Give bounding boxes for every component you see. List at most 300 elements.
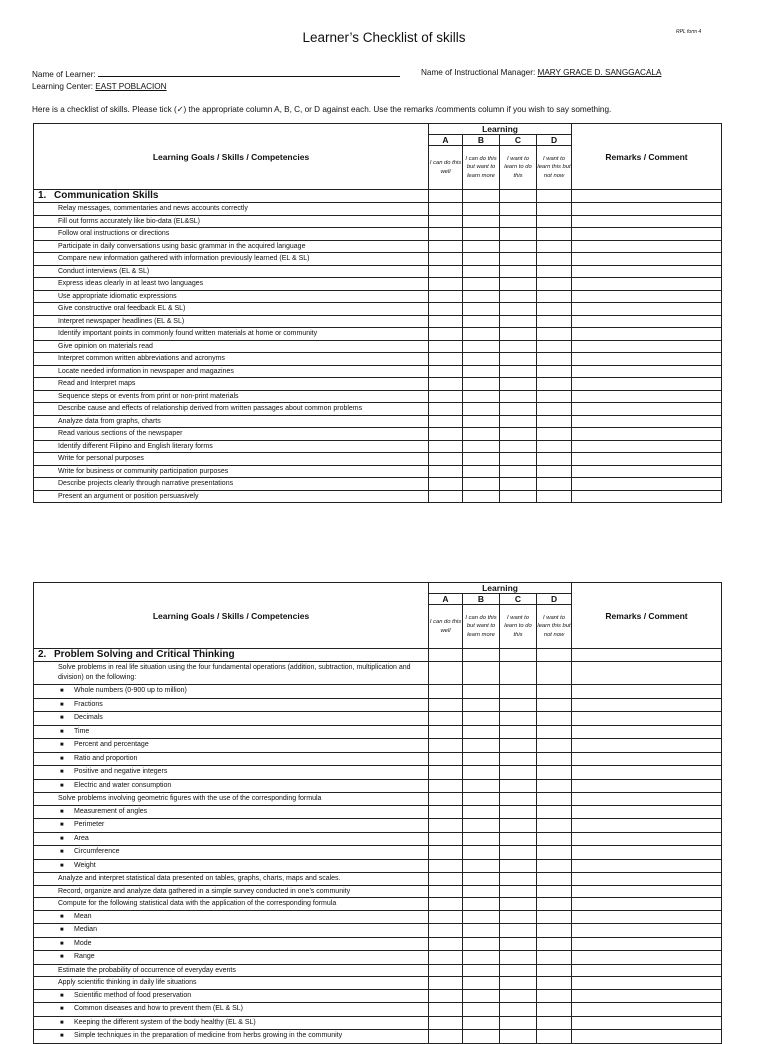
tick-cell-b[interactable] [463,739,500,753]
tick-cell-c[interactable] [500,712,537,726]
remarks-cell[interactable] [572,873,722,886]
tick-cell-a[interactable] [429,885,463,898]
tick-cell-d[interactable] [537,353,572,366]
tick-cell-d[interactable] [537,910,572,924]
tick-cell-c[interactable] [500,490,537,503]
tick-cell-b[interactable] [463,290,500,303]
tick-cell-b[interactable] [463,478,500,491]
tick-cell-a[interactable] [429,937,463,951]
tick-cell-b[interactable] [463,805,500,819]
tick-cell-b[interactable] [463,365,500,378]
tick-cell-d[interactable] [537,859,572,873]
remarks-cell[interactable] [572,924,722,938]
tick-cell-c[interactable] [500,453,537,466]
tick-cell-d[interactable] [537,832,572,846]
tick-cell-b[interactable] [463,685,500,699]
remarks-cell[interactable] [572,805,722,819]
tick-cell-c[interactable] [500,685,537,699]
bullet-icon: ■ [60,782,64,789]
tick-cell-c[interactable] [500,428,537,441]
tick-cell-a[interactable] [429,964,463,977]
skill-text: Write for business or community participation purposes [58,467,229,475]
tick-cell-d[interactable] [537,278,572,291]
tick-cell-c[interactable] [500,415,537,428]
tick-cell[interactable] [429,190,463,203]
tick-cell-b[interactable] [463,832,500,846]
tick-cell-d[interactable] [537,328,572,341]
tick-cell-d[interactable] [537,415,572,428]
tick-cell-a[interactable] [429,1003,463,1017]
tick-cell-d[interactable] [537,465,572,478]
remarks-cell[interactable] [572,415,722,428]
tick-cell-a[interactable] [429,793,463,806]
table-row [34,873,722,886]
remarks-cell[interactable] [572,278,722,291]
tick-cell-b[interactable] [463,428,500,441]
tick-cell-c[interactable] [500,989,537,1003]
remarks-cell[interactable] [572,752,722,766]
tick-cell-c[interactable] [500,303,537,316]
tick-cell-a[interactable] [429,490,463,503]
tick-cell-c[interactable] [500,353,537,366]
tick-cell-a[interactable] [429,752,463,766]
tick-cell-c[interactable] [500,779,537,793]
tick-cell-a[interactable] [429,832,463,846]
remarks-cell[interactable] [572,885,722,898]
tick-cell-b[interactable] [463,303,500,316]
tick-cell-c[interactable] [500,478,537,491]
tick-cell-a[interactable] [429,725,463,739]
remarks-cell[interactable] [572,739,722,753]
remarks-cell[interactable] [572,1030,722,1044]
remarks-cell[interactable] [572,898,722,911]
tick-cell-b[interactable] [463,989,500,1003]
remarks-cell[interactable] [572,793,722,806]
tick-cell-c[interactable] [500,365,537,378]
tick-cell-a[interactable] [429,465,463,478]
tick-cell-a[interactable] [429,898,463,911]
tick-cell-c[interactable] [500,739,537,753]
tick-cell-d[interactable] [537,712,572,726]
tick-cell-c[interactable] [500,964,537,977]
instructions-text: Here is a checklist of skills. Please tick (✓) the appropriate column A, B, C, or D against each. Use the remarks /comments column if you wish to say something. [32,105,612,114]
tick-cell-d[interactable] [537,819,572,833]
remarks-cell[interactable] [572,490,722,503]
tick-cell-b[interactable] [463,278,500,291]
tick-cell-b[interactable] [463,215,500,228]
remarks-cell[interactable] [572,228,722,241]
tick-cell-a[interactable] [429,698,463,712]
tick-cell-d[interactable] [537,989,572,1003]
remarks-cell[interactable] [572,465,722,478]
tick-cell-a[interactable] [429,440,463,453]
tick-cell-c[interactable] [500,951,537,965]
tick-cell-a[interactable] [429,1030,463,1044]
remarks-cell[interactable] [572,403,722,416]
tick-cell-c[interactable] [500,403,537,416]
tick-cell-d[interactable] [537,478,572,491]
tick-cell-d[interactable] [537,937,572,951]
tick-cell-a[interactable] [429,478,463,491]
tick-cell-b[interactable] [463,465,500,478]
tick-cell-b[interactable] [463,1016,500,1030]
remarks-cell[interactable] [572,846,722,860]
tick-cell-a[interactable] [429,712,463,726]
remarks-cell[interactable] [572,712,722,726]
tick-cell-b[interactable] [463,353,500,366]
remarks-cell[interactable] [572,819,722,833]
remarks-cell[interactable] [572,378,722,391]
tick-cell-d[interactable] [537,265,572,278]
remarks-cell[interactable] [572,315,722,328]
tick-cell-c[interactable] [500,215,537,228]
tick-cell-b[interactable] [463,1030,500,1044]
skill-cell [34,278,429,291]
tick-cell-c[interactable] [500,378,537,391]
tick-cell-a[interactable] [429,390,463,403]
table-row [34,303,722,316]
tick-cell-a[interactable] [429,203,463,216]
remarks-cell[interactable] [572,453,722,466]
tick-cell-a[interactable] [429,766,463,780]
tick-cell-c[interactable] [500,465,537,478]
tick-cell-d[interactable] [537,698,572,712]
remarks-cell[interactable] [572,253,722,266]
tick-cell-a[interactable] [429,453,463,466]
tick-cell-b[interactable] [463,725,500,739]
tick-cell-c[interactable] [500,977,537,990]
tick-cell-c[interactable] [500,228,537,241]
tick-cell-a[interactable] [429,415,463,428]
tick-cell[interactable] [537,190,572,203]
remarks-cell[interactable] [572,428,722,441]
tick-cell-b[interactable] [463,315,500,328]
tick-cell-b[interactable] [463,977,500,990]
tick-cell-b[interactable] [463,964,500,977]
tick-cell-d[interactable] [537,203,572,216]
tick-cell-d[interactable] [537,885,572,898]
tick-cell-b[interactable] [463,340,500,353]
tick-cell-a[interactable] [429,240,463,253]
tick-cell-a[interactable] [429,805,463,819]
tick-cell-d[interactable] [537,215,572,228]
remarks-cell[interactable] [572,303,722,316]
skill-text: Time [74,727,90,735]
remarks-cell[interactable] [572,766,722,780]
tick-cell[interactable] [500,190,537,203]
tick-cell-d[interactable] [537,290,572,303]
tick-cell-a[interactable] [429,977,463,990]
tick-cell-d[interactable] [537,951,572,965]
learner-name-field[interactable] [98,68,400,77]
remarks-cell[interactable] [572,440,722,453]
remarks-cell[interactable] [572,203,722,216]
tick-cell-c[interactable] [500,924,537,938]
tick-cell-a[interactable] [429,846,463,860]
tick-cell-a[interactable] [429,662,463,685]
remarks-cell[interactable] [572,964,722,977]
tick-cell-d[interactable] [537,378,572,391]
table-row [34,490,722,503]
tick-cell-b[interactable] [463,859,500,873]
tick-cell-c[interactable] [500,910,537,924]
tick-cell-c[interactable] [500,290,537,303]
remarks-cell[interactable] [572,725,722,739]
remarks-cell[interactable] [572,340,722,353]
tick-cell-d[interactable] [537,365,572,378]
tick-cell-b[interactable] [463,698,500,712]
tick-cell-d[interactable] [537,924,572,938]
tick-cell-d[interactable] [537,1016,572,1030]
section-title-row [34,649,722,662]
table-row [34,698,722,712]
skill-text: Give opinion on materials read [58,342,153,350]
remarks-cell[interactable] [572,662,722,685]
remarks-cell[interactable] [572,265,722,278]
remarks-header: Remarks / Comment [572,583,722,649]
tick-cell-b[interactable] [463,378,500,391]
tick-cell-a[interactable] [429,278,463,291]
tick-cell-c[interactable] [500,203,537,216]
tick-cell-d[interactable] [537,964,572,977]
tick-cell-a[interactable] [429,924,463,938]
remarks-cell[interactable] [572,1003,722,1017]
skill-cell [34,989,429,1003]
tick-cell-b[interactable] [463,779,500,793]
tick-cell-a[interactable] [429,353,463,366]
skill-cell [34,712,429,726]
remarks-cell[interactable] [572,240,722,253]
remarks-cell[interactable] [572,365,722,378]
tick-cell-b[interactable] [463,873,500,886]
tick-cell-c[interactable] [500,328,537,341]
column-letter-a: A [429,594,463,605]
tick-cell[interactable] [463,649,500,662]
remarks-cell[interactable] [572,951,722,965]
skill-text: Analyze data from graphs, charts [58,417,161,425]
tick-cell-b[interactable] [463,910,500,924]
tick-cell-c[interactable] [500,1016,537,1030]
tick-cell-a[interactable] [429,859,463,873]
remarks-cell[interactable] [572,478,722,491]
column-letter-d: D [537,135,572,146]
tick-cell-b[interactable] [463,403,500,416]
tick-cell-b[interactable] [463,924,500,938]
tick-cell-d[interactable] [537,490,572,503]
tick-cell-d[interactable] [537,846,572,860]
tick-cell-c[interactable] [500,846,537,860]
tick-cell-b[interactable] [463,885,500,898]
section-title [34,649,429,662]
tick-cell-d[interactable] [537,1003,572,1017]
tick-cell-d[interactable] [537,685,572,699]
tick-cell-b[interactable] [463,440,500,453]
remarks-cell[interactable] [572,290,722,303]
tick-cell-a[interactable] [429,403,463,416]
tick-cell-d[interactable] [537,390,572,403]
tick-cell-d[interactable] [537,303,572,316]
tick-cell-a[interactable] [429,819,463,833]
table-row [34,951,722,965]
tick-cell-a[interactable] [429,215,463,228]
tick-cell-c[interactable] [500,340,537,353]
tick-cell-d[interactable] [537,253,572,266]
tick-cell-d[interactable] [537,793,572,806]
tick-cell-b[interactable] [463,453,500,466]
remarks-cell[interactable] [572,779,722,793]
section-title-row [34,190,722,203]
tick-cell-c[interactable] [500,885,537,898]
tick-cell-c[interactable] [500,873,537,886]
table-row [34,315,722,328]
tick-cell-b[interactable] [463,240,500,253]
tick-cell-d[interactable] [537,725,572,739]
tick-cell-b[interactable] [463,228,500,241]
tick-cell-d[interactable] [537,428,572,441]
tick-cell-b[interactable] [463,390,500,403]
tick-cell-a[interactable] [429,989,463,1003]
tick-cell-c[interactable] [500,253,537,266]
tick-cell-a[interactable] [429,739,463,753]
bullet-icon: ■ [60,1006,64,1012]
tick-cell-d[interactable] [537,752,572,766]
table-row [34,328,722,341]
tick-cell-c[interactable] [500,265,537,278]
tick-cell-b[interactable] [463,253,500,266]
tick-cell-b[interactable] [463,793,500,806]
tick-cell-b[interactable] [463,712,500,726]
remarks-cell[interactable] [572,328,722,341]
tick-cell-d[interactable] [537,240,572,253]
tick-cell-d[interactable] [537,315,572,328]
tick-cell-a[interactable] [429,428,463,441]
tick-cell-b[interactable] [463,752,500,766]
tick-cell-c[interactable] [500,819,537,833]
remarks-cell[interactable] [572,353,722,366]
tick-cell-b[interactable] [463,265,500,278]
tick-cell-c[interactable] [500,832,537,846]
remarks-cell[interactable] [572,937,722,951]
tick-cell-a[interactable] [429,315,463,328]
tick-cell-b[interactable] [463,819,500,833]
remarks-cell[interactable] [572,390,722,403]
tick-cell-a[interactable] [429,951,463,965]
tick-cell-c[interactable] [500,662,537,685]
tick-cell-b[interactable] [463,846,500,860]
tick-cell-c[interactable] [500,793,537,806]
bullet-icon: ■ [60,835,64,842]
tick-cell-d[interactable] [537,739,572,753]
tick-cell-a[interactable] [429,685,463,699]
tick-cell-c[interactable] [500,766,537,780]
remarks-cell[interactable] [572,832,722,846]
tick-cell-c[interactable] [500,937,537,951]
tick-cell-c[interactable] [500,240,537,253]
tick-cell-c[interactable] [500,698,537,712]
tick-cell-c[interactable] [500,440,537,453]
tick-cell-d[interactable] [537,662,572,685]
tick-cell-c[interactable] [500,752,537,766]
tick-cell-a[interactable] [429,340,463,353]
tick-cell-c[interactable] [500,390,537,403]
tick-cell-a[interactable] [429,910,463,924]
table-row [34,403,722,416]
tick-cell-d[interactable] [537,766,572,780]
tick-cell-a[interactable] [429,303,463,316]
tick-cell-d[interactable] [537,340,572,353]
tick-cell-d[interactable] [537,805,572,819]
tick-cell-d[interactable] [537,977,572,990]
tick-cell-b[interactable] [463,415,500,428]
tick-cell-a[interactable] [429,265,463,278]
learner-name-row [32,68,400,79]
tick-cell-d[interactable] [537,873,572,886]
tick-cell[interactable] [463,190,500,203]
tick-cell-b[interactable] [463,490,500,503]
tick-cell-d[interactable] [537,1030,572,1044]
tick-cell-b[interactable] [463,328,500,341]
tick-cell-c[interactable] [500,315,537,328]
tick-cell-d[interactable] [537,228,572,241]
remarks-cell[interactable] [572,859,722,873]
tick-cell-c[interactable] [500,859,537,873]
tick-cell-d[interactable] [537,440,572,453]
remarks-cell[interactable] [572,1016,722,1030]
tick-cell-a[interactable] [429,779,463,793]
skill-text: Estimate the probability of occurrence of everyday events [58,966,236,974]
tick-cell-b[interactable] [463,203,500,216]
table-row [34,766,722,780]
tick-cell[interactable] [500,649,537,662]
remarks-cell[interactable] [572,685,722,699]
tick-cell-a[interactable] [429,328,463,341]
tick-cell-d[interactable] [537,453,572,466]
tick-cell-c[interactable] [500,805,537,819]
tick-cell-c[interactable] [500,278,537,291]
remarks-cell[interactable] [572,649,722,662]
remarks-cell[interactable] [572,989,722,1003]
remarks-cell[interactable] [572,215,722,228]
remarks-cell[interactable] [572,698,722,712]
remarks-cell[interactable] [572,977,722,990]
remarks-cell[interactable] [572,910,722,924]
tick-cell-c[interactable] [500,1030,537,1044]
tick-cell-b[interactable] [463,766,500,780]
tick-cell-a[interactable] [429,228,463,241]
tick-cell-d[interactable] [537,403,572,416]
tick-cell-b[interactable] [463,898,500,911]
tick-cell-a[interactable] [429,365,463,378]
tick-cell-a[interactable] [429,873,463,886]
skill-text: Decimals [74,714,103,721]
tick-cell-b[interactable] [463,951,500,965]
tick-cell-b[interactable] [463,1003,500,1017]
tick-cell[interactable] [537,649,572,662]
remarks-cell[interactable] [572,190,722,203]
tick-cell-c[interactable] [500,898,537,911]
tick-cell-b[interactable] [463,937,500,951]
tick-cell-a[interactable] [429,378,463,391]
tick-cell-a[interactable] [429,1016,463,1030]
tick-cell-d[interactable] [537,898,572,911]
tick-cell-d[interactable] [537,779,572,793]
tick-cell-a[interactable] [429,253,463,266]
tick-cell[interactable] [429,649,463,662]
tick-cell-a[interactable] [429,290,463,303]
tick-cell-c[interactable] [500,725,537,739]
tick-cell-c[interactable] [500,1003,537,1017]
tick-cell-b[interactable] [463,662,500,685]
